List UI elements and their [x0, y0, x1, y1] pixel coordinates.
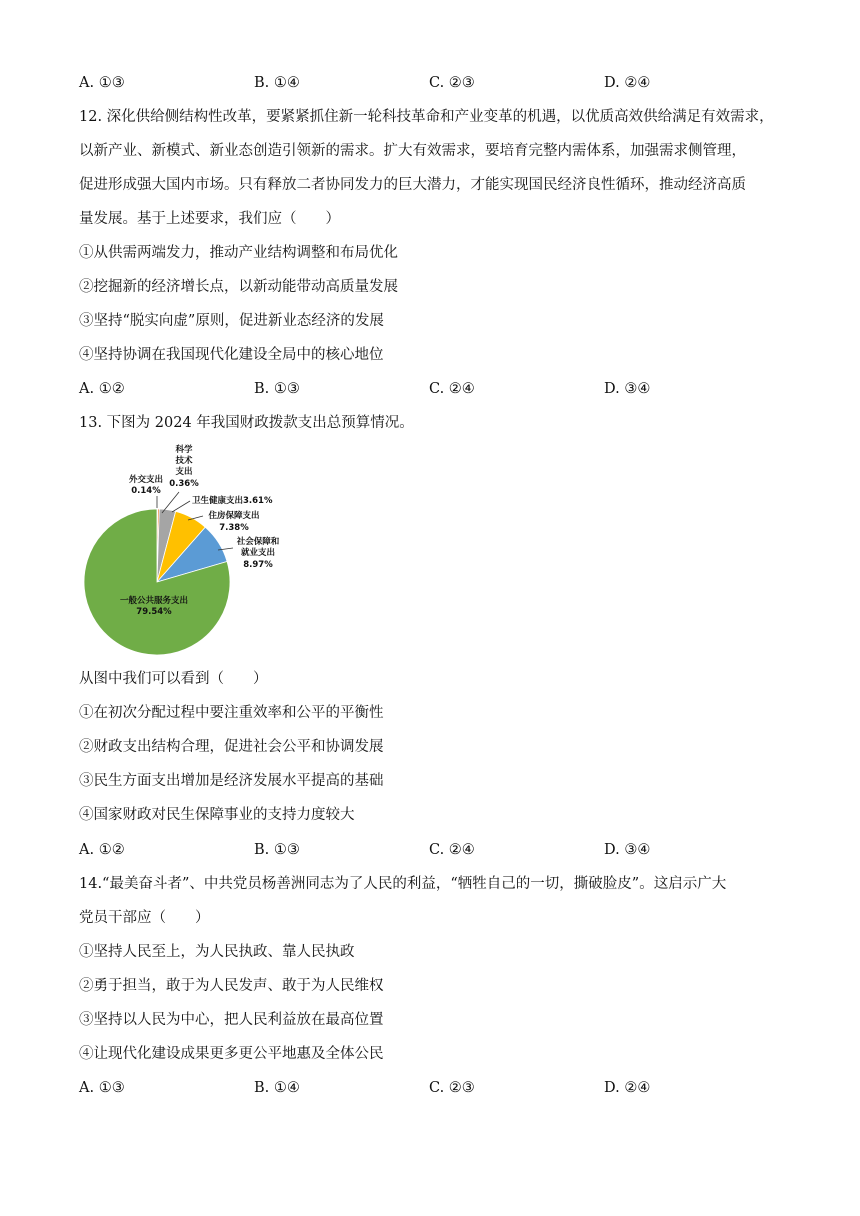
q12-option-a: A. ①② — [79, 381, 125, 397]
q13-option-a: A. ①② — [79, 842, 125, 858]
q12-item-3: ③坚持“脱实向虚”原则，促进新业态经济的发展 — [79, 313, 384, 329]
label-weisheng: 卫生健康支出3.61% — [192, 496, 273, 506]
label-waijiao-value: 0.14% — [131, 486, 161, 496]
q12-option-b: B. ①③ — [254, 381, 300, 397]
q12-stem-line: 以新产业、新模式、新业态创造引领新的需求。扩大有效需求，要培育完整内需体系，加强需求侧管理， — [79, 143, 746, 159]
q14-option-b: B. ①④ — [254, 1080, 300, 1096]
q13-item-4: ④国家财政对民生保障事业的支持力度较大 — [79, 807, 355, 823]
label-waijiao-name: 外交支出 — [128, 475, 164, 485]
q13-option-d: D. ③④ — [604, 842, 651, 858]
q11-option-a: A. ①③ — [79, 75, 125, 91]
label-keji-value: 0.36% — [169, 479, 199, 489]
q13-item-3: ③民生方面支出增加是经济发展水平提高的基础 — [79, 773, 384, 789]
q12-item-2: ②挖掘新的经济增长点，以新动能带动高质量发展 — [79, 279, 398, 295]
label-shebao-line: 社会保障和 — [236, 537, 280, 547]
q14-stem-line: 党员干部应（ ） — [79, 910, 210, 926]
q14-option-a: A. ①③ — [79, 1080, 125, 1096]
label-keji-line: 科学 — [175, 445, 193, 455]
label-zhufang-value: 7.38% — [219, 523, 249, 533]
q12-item-1: ①从供需两端发力，推动产业结构调整和布局优化 — [79, 245, 398, 261]
q14-option-c: C. ②③ — [429, 1080, 475, 1096]
q14-option-d: D. ②④ — [604, 1080, 651, 1096]
label-yiban-value: 79.54% — [136, 607, 172, 617]
q12-stem-line: 12. 深化供给侧结构性改革，要紧紧抓住新一轮科技革命和产业变革的机遇，以优质高效供给满足有效需求， — [79, 109, 774, 125]
q13-question: 从图中我们可以看到（ ） — [79, 671, 268, 687]
label-yiban-name: 一般公共服务支出 — [119, 596, 189, 606]
label-zhufang-name: 住房保障支出 — [208, 511, 260, 521]
q11-option-c: C. ②③ — [429, 75, 475, 91]
q13-stem: 13. 下图为 2024 年我国财政拨款支出总预算情况。 — [79, 415, 414, 431]
q12-stem-line: 促进形成强大国内市场。只有释放二者协同发力的巨大潜力，才能实现国民经济良性循环，推动经济高质 — [79, 177, 746, 193]
pie-slices — [84, 509, 230, 655]
q14-item-1: ①坚持人民至上，为人民执政、靠人民执政 — [79, 944, 355, 960]
pie-chart — [78, 440, 298, 662]
q12-option-d: D. ③④ — [604, 381, 651, 397]
q13-item-1: ①在初次分配过程中要注重效率和公平的平衡性 — [79, 705, 384, 721]
label-shebao-line: 就业支出 — [240, 548, 276, 558]
q12-option-c: C. ②④ — [429, 381, 475, 397]
label-shebao-value: 8.97% — [243, 560, 273, 570]
q11-option-b: B. ①④ — [254, 75, 300, 91]
q12-stem-line: 量发展。基于上述要求，我们应（ ） — [79, 211, 340, 227]
q13-option-c: C. ②④ — [429, 842, 475, 858]
q11-option-d: D. ②④ — [604, 75, 651, 91]
label-keji-line: 技术 — [175, 456, 193, 466]
q14-stem-line: 14.“最美奋斗者”、中共党员杨善洲同志为了人民的利益，“牺牲自己的一切，撕破脸皮”。这启示广大 — [79, 876, 727, 892]
q13-item-2: ②财政支出结构合理，促进社会公平和协调发展 — [79, 739, 384, 755]
q13-option-b: B. ①③ — [254, 842, 300, 858]
q14-item-4: ④让现代化建设成果更多更公平地惠及全体公民 — [79, 1046, 384, 1062]
label-keji-line: 支出 — [175, 467, 193, 477]
q14-item-2: ②勇于担当，敢于为人民发声、敢于为人民维权 — [79, 978, 384, 994]
q14-item-3: ③坚持以人民为中心，把人民利益放在最高位置 — [79, 1012, 384, 1028]
q12-item-4: ④坚持协调在我国现代化建设全局中的核心地位 — [79, 347, 384, 363]
